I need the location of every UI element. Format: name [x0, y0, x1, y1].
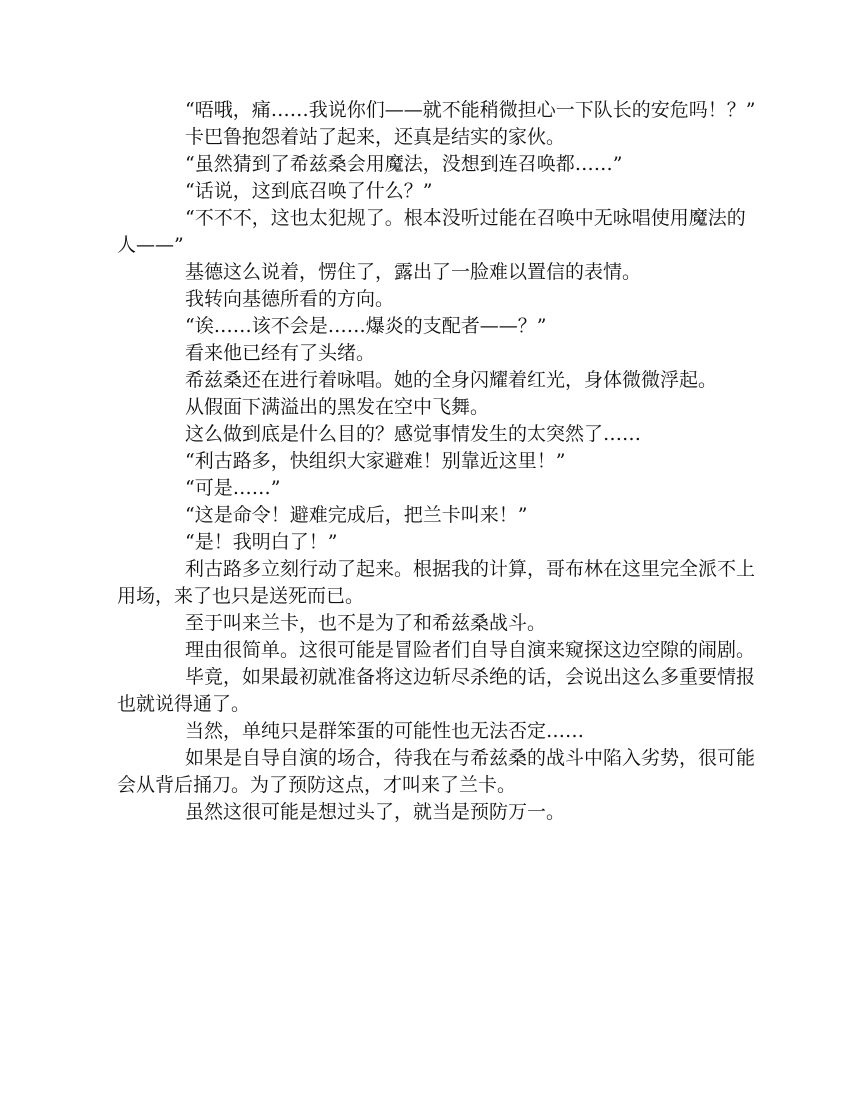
- paragraph: 希兹桑还在进行着咏唱。她的全身闪耀着红光，身体微微浮起。: [185, 369, 718, 391]
- paragraph: 我转向基德所看的方向。: [185, 288, 395, 310]
- paragraph: 卡巴鲁抱怨着站了起来，还真是结实的家伙。: [185, 126, 566, 148]
- document-body: [117, 97, 757, 826]
- paragraph: 看来他已经有了头绪。: [185, 342, 376, 364]
- paragraph: “唔哦，痛……我说你们——就不能稍微担心一下队长的安危吗！？”: [185, 99, 756, 121]
- paragraph: 从假面下满溢出的黑发在空中飞舞。: [185, 396, 490, 418]
- paragraph: “这是命令！避难完成后，把兰卡叫来！”: [185, 504, 528, 526]
- paragraph: “可是……”: [185, 477, 281, 499]
- paragraph: 毕竟，如果最初就准备将这边斩尽杀绝的话，会说出这么多重要情报也就说得通了。: [117, 666, 756, 715]
- paragraph: 至于叫来兰卡，也不是为了和希兹桑战斗。: [185, 612, 547, 634]
- paragraph: 利古路多立刻行动了起来。根据我的计算，哥布林在这里完全派不上用场，来了也只是送死而已。: [117, 558, 756, 607]
- paragraph: “诶……该不会是……爆炎的支配者——？”: [185, 315, 547, 337]
- paragraph: 这么做到底是什么目的？感觉事情发生的太突然了……: [185, 423, 642, 445]
- paragraph: 虽然这很可能是想过头了，就当是预防万一。: [185, 801, 566, 823]
- paragraph: “话说，这到底召唤了什么？”: [185, 180, 433, 202]
- paragraph: “利古路多，快组织大家避难！别靠近这里！”: [185, 450, 566, 472]
- paragraph: 理由很简单。这很可能是冒险者们自导自演来窥探这边空隙的闹剧。: [185, 639, 756, 661]
- paragraph: 如果是自导自演的场合，待我在与希兹桑的战斗中陷入劣势，很可能会从背后捅刀。为了预防这点，才叫来了兰卡。: [117, 747, 756, 796]
- paragraph: 当然，单纯只是群笨蛋的可能性也无法否定……: [185, 720, 585, 742]
- paragraph: “是！我明白了！”: [185, 531, 338, 553]
- paragraph: “不不不，这也太犯规了。根本没听过能在召唤中无咏唱使用魔法的人——”: [117, 207, 746, 256]
- paragraph: 基德这么说着，愣住了，露出了一脸难以置信的表情。: [185, 261, 642, 283]
- paragraph: “虽然猜到了希兹桑会用魔法，没想到连召唤都……”: [185, 153, 623, 175]
